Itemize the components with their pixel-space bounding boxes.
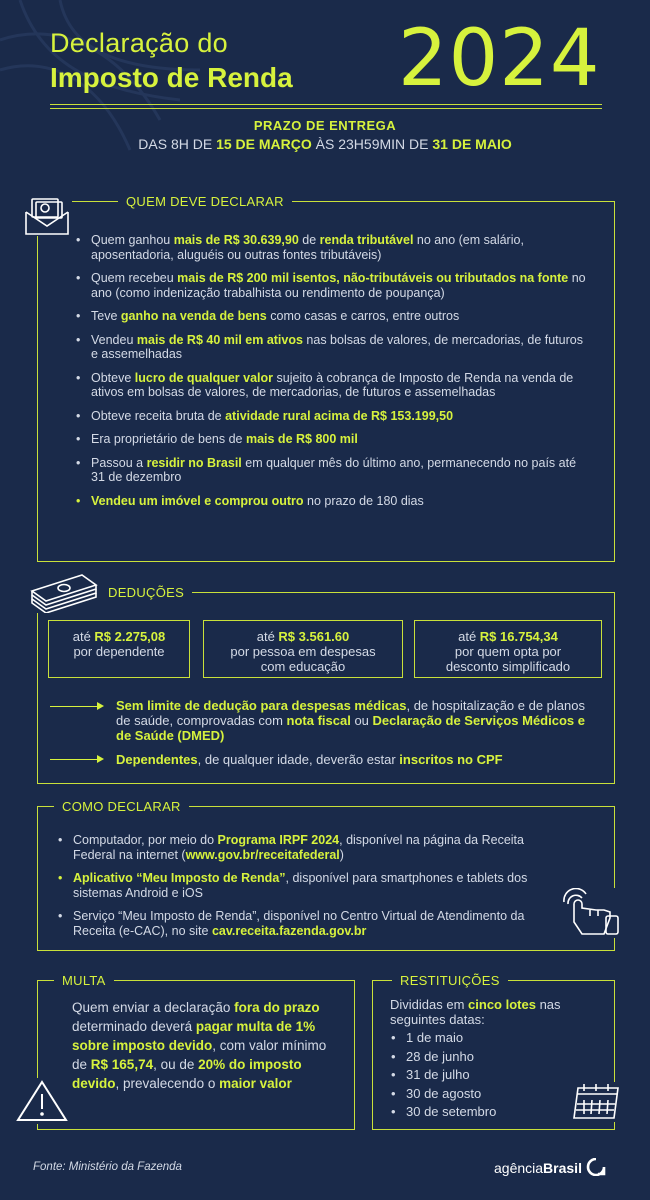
list-item: • 30 de agosto (388, 1087, 568, 1102)
header-divider-bottom (50, 108, 602, 109)
cash-stack-icon (28, 571, 100, 613)
brand-logo: agênciaBrasil (494, 1158, 606, 1176)
refund-dates-list (388, 1031, 568, 1120)
list-item: • 30 de setembro (388, 1105, 568, 1120)
list-item: • 1 de maio (388, 1031, 568, 1046)
brand-logo-icon (586, 1158, 606, 1176)
how-to-declare-list (55, 833, 565, 938)
list-item: • Quem recebeu mais de R$ 200 mil isentos, não-tributáveis ou tributados na fonte no ano (como indenização trabalhista ou rendimento de poupança) (73, 271, 593, 300)
penalty-text: Quem enviar a declaração fora do prazo determinado deverá pagar multa de 1% sobre imposto devido, com valor mínimo de R$ 165,74, ou de 20% do imposto devido, prevalecendo o maior valor (72, 1000, 327, 1091)
list-item: • Vendeu um imóvel e comprou outro no prazo de 180 dias (73, 494, 593, 509)
penalty-label: MULTA (54, 973, 114, 988)
deduction-card-dependent: até R$ 2.275,08 por dependente (48, 620, 190, 678)
list-item: • Teve ganho na venda de bens como casas e carros, entre outros (73, 309, 593, 324)
year-title: 2024 (398, 14, 601, 104)
touch-hand-icon (560, 888, 622, 938)
title-line-1: Declaração do (50, 28, 229, 58)
list-item: • Aplicativo “Meu Imposto de Renda”, disponível para smartphones e tablets dos sistemas Android e iOS (55, 871, 565, 900)
list-item: • Serviço “Meu Imposto de Renda”, disponível no Centro Virtual de Atendimento da Receita (e-CAC), no site cav.receita.fazenda.gov.br (55, 909, 565, 938)
list-item: • Computador, por meio do Programa IRPF 2024, disponível na página da Receita Federal na internet (www.gov.br/receitafederal) (55, 833, 565, 862)
deductions-label: DEDUÇÕES (100, 585, 192, 600)
refunds-intro: Divididas em cinco lotes nas seguintes datas: (390, 997, 561, 1027)
list-item: • 28 de junho (388, 1050, 568, 1065)
deduction-card-education: até R$ 3.561.60 por pessoa em despesas com educação (203, 620, 403, 678)
list-item: • 31 de julho (388, 1068, 568, 1083)
list-item: • Vendeu mais de R$ 40 mil em ativos nas bolsas de valores, de mercadorias, de futuros e assemelhadas (73, 333, 593, 362)
list-item: • Passou a residir no Brasil em qualquer mês do último ano, permanecendo no país até 31 de dezembro (73, 456, 593, 485)
arrow-icon (50, 706, 102, 707)
calendar-icon (570, 1082, 622, 1122)
deduction-card-simplified: até R$ 16.754,34 por quem opta por desconto simplificado (414, 620, 602, 678)
header-divider-top (50, 104, 602, 105)
who-must-declare-list (73, 233, 593, 508)
how-to-declare-label: COMO DECLARAR (54, 799, 189, 814)
arrow-icon (50, 759, 102, 760)
deadline-title: PRAZO DE ENTREGA (253, 118, 397, 133)
medical-deduction-note: Sem limite de dedução para despesas médicas, de hospitalização e de planos de saúde, comprovadas com nota fiscal ou Declaração de Serviços Médicos e de Saúde (DMED) (116, 698, 585, 743)
dependents-note: Dependentes, de qualquer idade, deverão estar inscritos no CPF (116, 752, 503, 767)
who-must-declare-label: QUEM DEVE DECLARAR (118, 194, 292, 209)
list-item: • Era proprietário de bens de mais de R$ 800 mil (73, 432, 593, 447)
list-item: • Obteve lucro de qualquer valor sujeito à cobrança de Imposto de Renda na venda de ativos em bolsas de valores, de mercadorias, de futuros e assemelhadas (73, 371, 593, 400)
source-credit: Fonte: Ministério da Fazenda (33, 1161, 182, 1173)
envelope-money-icon (22, 196, 72, 236)
title-line-2: Imposto de Renda (50, 62, 293, 93)
deadline-text: DAS 8H DE 15 DE MARÇO ÀS 23H59MIN DE 31 DE MAIO (138, 136, 512, 152)
refunds-label: RESTITUIÇÕES (392, 973, 508, 988)
warning-icon (14, 1078, 70, 1124)
list-item: • Quem ganhou mais de R$ 30.639,90 de renda tributável no ano (em salário, aposentadoria, aluguéis ou outras fontes tributáveis) (73, 233, 593, 262)
list-item: • Obteve receita bruta de atividade rural acima de R$ 153.199,50 (73, 409, 593, 424)
